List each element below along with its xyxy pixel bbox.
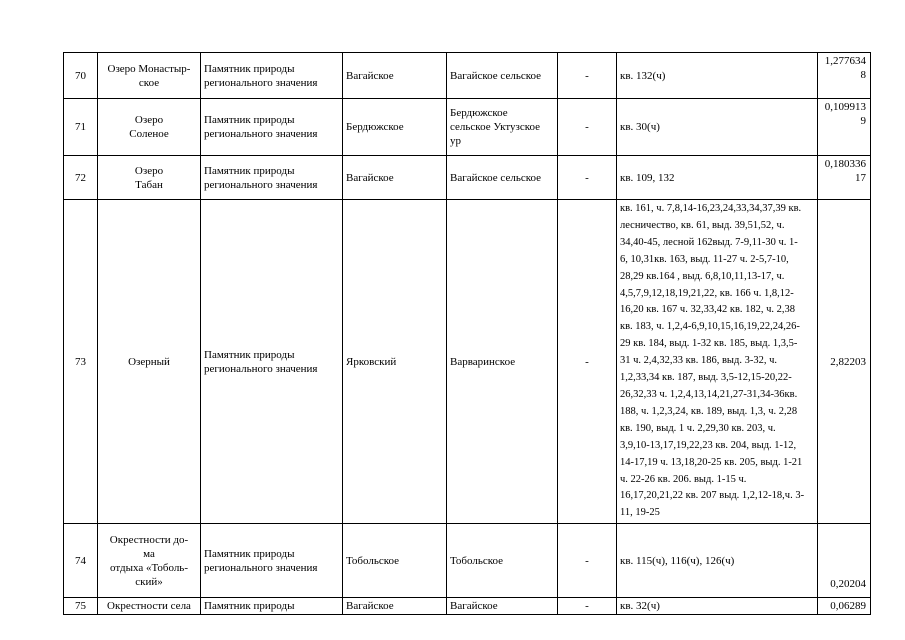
district: Ярковский bbox=[343, 200, 447, 524]
object-category: Памятник природы регионального значения bbox=[201, 156, 343, 200]
area-value: 0,109913 9 bbox=[818, 99, 871, 156]
dash-cell: - bbox=[558, 598, 617, 615]
object-category: Памятник природы регионального значения bbox=[201, 53, 343, 99]
object-category: Памятник природы регионального значения bbox=[201, 524, 343, 598]
table-row bbox=[64, 524, 871, 598]
dash-cell: - bbox=[558, 53, 617, 99]
district: Бердюжское bbox=[343, 99, 447, 156]
settlement: Тобольское bbox=[447, 524, 558, 598]
object-name: Озеро Монастыр- ское bbox=[98, 53, 201, 99]
dash-cell: - bbox=[558, 156, 617, 200]
area-value: 1,277634 8 bbox=[818, 53, 871, 99]
row-number: 70 bbox=[64, 53, 98, 99]
object-category: Памятник природы регионального значения bbox=[201, 99, 343, 156]
table-row bbox=[64, 200, 871, 524]
area-value: 0,180336 17 bbox=[818, 156, 871, 200]
settlement: Бердюжское сельское Уктузское ур bbox=[447, 99, 558, 156]
object-name: Озеро Соленое bbox=[98, 99, 201, 156]
area-value: 2,82203 bbox=[818, 200, 871, 524]
row-number: 72 bbox=[64, 156, 98, 200]
object-name: Окрестности до- ма отдыха «Тоболь- ский» bbox=[98, 524, 201, 598]
table-row bbox=[64, 99, 871, 156]
row-number: 74 bbox=[64, 524, 98, 598]
object-category: Памятник природы bbox=[201, 598, 343, 615]
district: Тобольское bbox=[343, 524, 447, 598]
object-name: Озерный bbox=[98, 200, 201, 524]
settlement: Варваринское bbox=[447, 200, 558, 524]
object-category: Памятник природы регионального значения bbox=[201, 200, 343, 524]
settlement: Вагайское bbox=[447, 598, 558, 615]
dash-cell: - bbox=[558, 524, 617, 598]
object-name: Озеро Табан bbox=[98, 156, 201, 200]
forest-quarters: кв. 30(ч) bbox=[617, 99, 818, 156]
district: Вагайское bbox=[343, 598, 447, 615]
forest-quarters: кв. 32(ч) bbox=[617, 598, 818, 615]
district: Вагайское bbox=[343, 156, 447, 200]
dash-cell: - bbox=[558, 200, 617, 524]
row-number: 75 bbox=[64, 598, 98, 615]
row-number: 73 bbox=[64, 200, 98, 524]
table-row bbox=[64, 598, 871, 615]
table-body bbox=[64, 53, 871, 615]
settlement: Вагайское сельское bbox=[447, 156, 558, 200]
area-value: 0,20204 bbox=[818, 524, 871, 598]
table-row bbox=[64, 156, 871, 200]
settlement: Вагайское сельское bbox=[447, 53, 558, 99]
dash-cell: - bbox=[558, 99, 617, 156]
protected-areas-table bbox=[63, 52, 871, 615]
district: Вагайское bbox=[343, 53, 447, 99]
table-row bbox=[64, 53, 871, 99]
object-name: Окрестности села bbox=[98, 598, 201, 615]
forest-quarters: кв. 132(ч) bbox=[617, 53, 818, 99]
forest-quarters: кв. 115(ч), 116(ч), 126(ч) bbox=[617, 524, 818, 598]
forest-quarters: кв. 161, ч. 7,8,14-16,23,24,33,34,37,39 кв. лесничество, кв. 61, выд. 39,51,52, ч. 34,40-45, лесной 162выд. 7-9,11-30 ч. 1- 6, 10,31кв. 163, выд. 11-27 ч. 2-5,7-10, 28,29 кв.164 , выд. 6,8,10,11,13-17, ч. 4,5,7,9,12,18,19,21,22, кв. 166 ч. 1,8,12- 16,20 кв. 167 ч. 32,33,42 кв. 182, ч. 2,38 кв. 183, ч. 1,2,4-6,9,10,15,16,19,22,24,26- 29 кв. 184, выд. 1-32 кв. 185, выд. 1,3,5- 31 ч. 2,4,32,33 кв. 186, выд. 3-32, ч. 1,2,33,34 кв. 187, выд. 3,5-12,15-20,22- 26,32,33 ч. 1,2,4,13,14,21,27-31,34-36кв. 188, ч. 1,2,3,24, кв. 189, выд. 1,3, ч. 2,28 кв. 190, выд. 1 ч. 2,29,30 кв. 203, ч. 3,9,10-13,17,19,22,23 кв. 204, выд. 1-12, 14-17,19 ч. 13,18,20-25 кв. 205, выд. 1-21 ч. 22-26 кв. 206. выд. 1-15 ч. 16,17,20,21,22 кв. 207 выд. 1,2,12-18,ч. 3- 11, 19-25 bbox=[617, 200, 818, 524]
row-number: 71 bbox=[64, 99, 98, 156]
area-value: 0,06289 bbox=[818, 598, 871, 615]
forest-quarters: кв. 109, 132 bbox=[617, 156, 818, 200]
